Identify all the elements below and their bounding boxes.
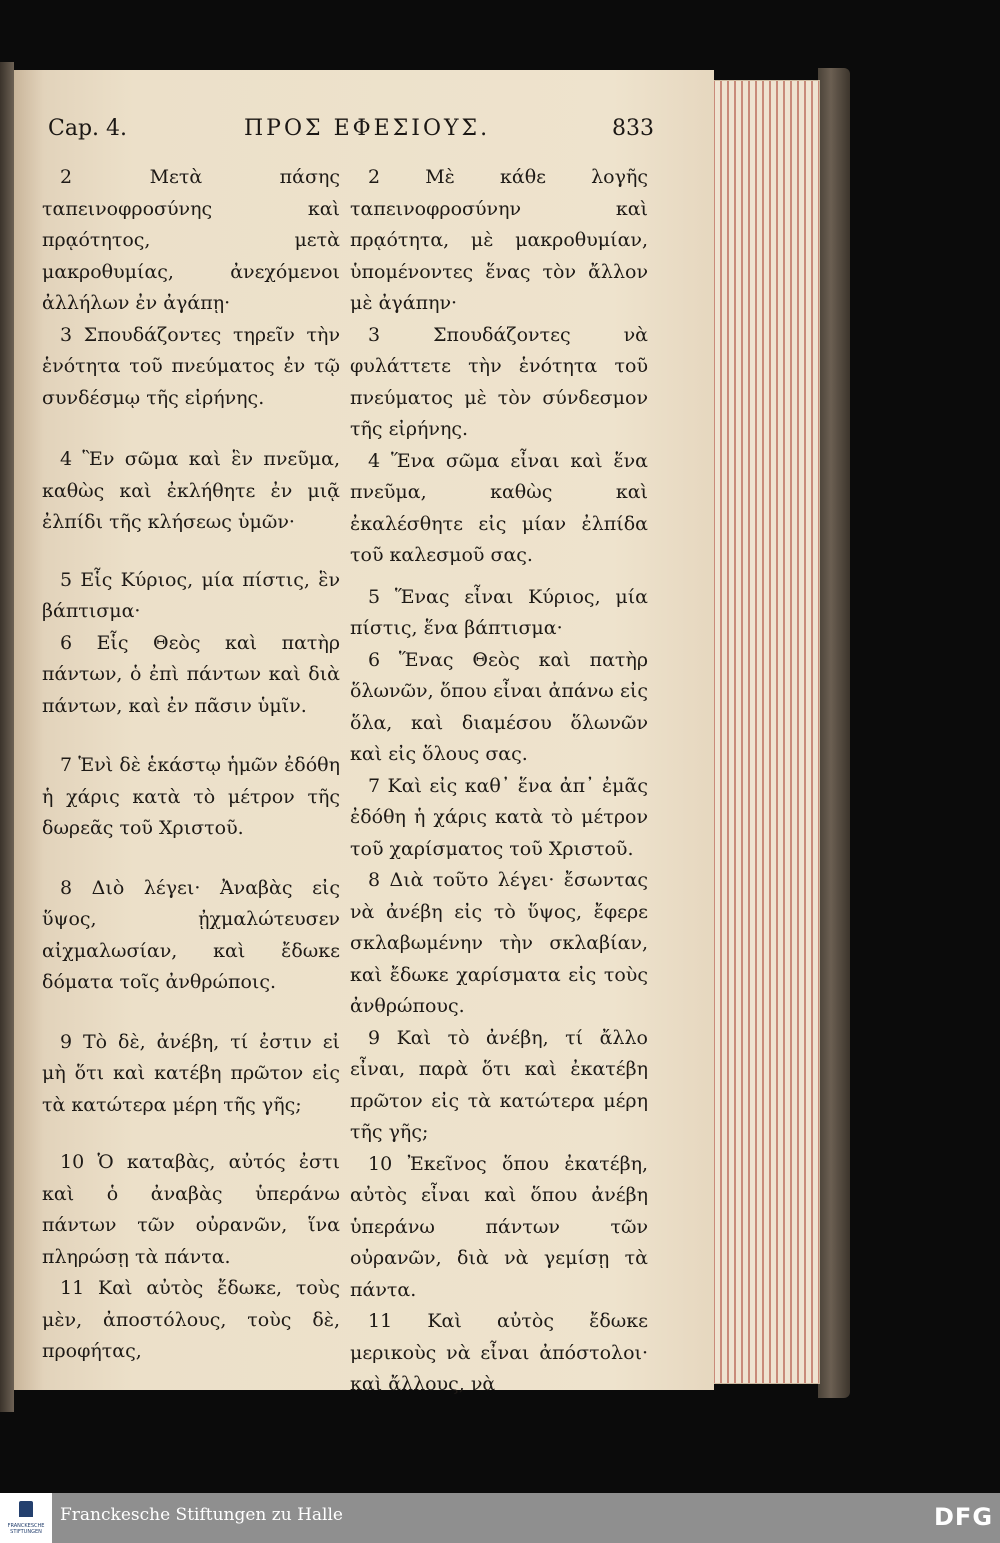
book-spine-edge [0,62,14,1412]
running-head [48,116,654,152]
footer-bar [0,1493,1000,1543]
verse-2-ancient: 2 Μετὰ πάσης ταπεινοφροσύνης καὶ πρᾳότητος, μετὰ μακροθυμίας, ἀνεχόμενοι ἀλλήλων ἐν ἀγάπῃ· [42,166,340,314]
institution-logo[interactable] [0,1493,52,1543]
verse-3-ancient: 3 Σπουδάζοντες τηρεῖν τὴν ἑνότητα τοῦ πνεύματος ἐν τῷ συνδέσμῳ τῆς εἰρήνης. [42,323,340,409]
verse-5-ancient: 5 Εἷς Κύριος, μία πίστις, ἓν βάπτισμα· [42,568,340,622]
verse-2-vernacular: 2 Μὲ κάθε λογῆς ταπεινοφροσύνην καὶ πρᾳότητα, μὲ μακροθυμίαν, ὑπομένοντες ἕνας τὸν ἄλλον μὲ ἀγάπην· [350,166,648,314]
book-cover-edge [818,68,850,1398]
greek-vernacular-column [350,162,648,1401]
verse-6-ancient: 6 Εἷς Θεὸς καὶ πατὴρ πάντων, ὁ ἐπὶ πάντων καὶ διὰ πάντων, καὶ ἐν πᾶσιν ὑμῖν. [42,631,340,717]
verse-9-ancient: 9 Τὸ δὲ, ἀνέβη, τί ἐστιν εἰ μὴ ὅτι καὶ κατέβη πρῶτον εἰς τὰ κατώτερα μέρη τῆς γῆς; [42,1030,340,1116]
verse-10-vernacular: 10 Ἐκεῖνος ὅπου ἐκατέβη, αὐτὸς εἶναι καὶ ὅπου ἀνέβη ὑπεράνω πάντων τῶν οὐρανῶν, διὰ νὰ γεμίσῃ τὰ πάντα. [350,1152,648,1301]
page-number: 833 [612,116,654,141]
institution-name[interactable]: Franckesche Stiftungen zu Halle [60,1505,343,1525]
verse-9-vernacular: 9 Καὶ τὸ ἀνέβη, τί ἄλλο εἶναι, παρὰ ὅτι καὶ ἐκατέβη πρῶτον εἰς τὰ κατώτερα μέρη τῆς γῆς; [350,1026,648,1143]
page-fore-edge [708,80,820,1384]
dfg-logo[interactable]: DFG [934,1503,994,1531]
verse-7-vernacular: 7 Καὶ εἰς καθ᾽ ἕνα ἀπ᾽ ἐμᾶς ἐδόθη ἡ χάρις κατὰ τὸ μέτρον τοῦ χαρίσματος τοῦ Χριστοῦ. [350,774,648,860]
logo-text: FRANCKESCHE STIFTUNGEN [7,1523,45,1535]
verse-10-ancient: 10 Ὁ καταβὰς, αὐτός ἐστι καὶ ὁ ἀναβὰς ὑπεράνω πάντων τῶν οὐρανῶν, ἵνα πληρώσῃ τὰ πάντα. [42,1151,340,1268]
verse-3-vernacular: 3 Σπουδάζοντες νὰ φυλάττετε τὴν ἑνότητα τοῦ πνεύματος μὲ τὸν σύνδεσμον τῆς εἰρήνης. [350,323,648,440]
institution-emblem-icon [19,1501,33,1517]
verse-5-vernacular: 5 Ἕνας εἶναι Κύριος, μία πίστις, ἕνα βάπτισμα· [350,585,648,639]
page-title: ΠΡΟΣ ΕΦΕΣΙΟΥΣ. [244,116,491,141]
verse-6-vernacular: 6 Ἕνας Θεὸς καὶ πατὴρ ὅλωνῶν, ὅπου εἶναι ἀπάνω εἰς ὅλα, καὶ διαμέσου ὅλωνῶν καὶ εἰς ὅλους σας. [350,648,648,765]
verse-7-ancient: 7 Ἑνὶ δὲ ἑκάστῳ ἡμῶν ἐδόθη ἡ χάρις κατὰ τὸ μέτρον τῆς δωρεᾶς τοῦ Χριστοῦ. [42,754,340,839]
verse-4-ancient: 4 Ἓν σῶμα καὶ ἓν πνεῦμα, καθὼς καὶ ἐκλήθητε ἐν μιᾷ ἐλπίδι τῆς κλήσεως ὑμῶν· [42,448,340,533]
verse-4-vernacular: 4 Ἕνα σῶμα εἶναι καὶ ἕνα πνεῦμα, καθὼς καὶ ἐκαλέσθητε εἰς μίαν ἐλπίδα τοῦ καλεσμοῦ σας. [350,449,648,566]
verse-11-ancient: 11 Καὶ αὐτὸς ἔδωκε, τοὺς μὲν, ἀποστόλους, τοὺς δὲ, προφήτας, [42,1277,340,1362]
chapter-label: Cap. 4. [48,116,128,141]
verse-8-vernacular: 8 Διὰ τοῦτο λέγει· ἔσωντας νὰ ἀνέβη εἰς τὸ ὕψος, ἔφερε σκλαβωμένην τὴν σκλαβίαν, καὶ ἔδωκε χαρίσματα εἰς τοὺς ἀνθρώπους. [350,869,648,1017]
verse-8-ancient: 8 Διὸ λέγει· Ἀναβὰς εἰς ὕψος, ᾐχμαλώτευσεν αἰχμαλωσίαν, καὶ ἔδωκε δόματα τοῖς ἀνθρώποις. [42,876,340,993]
verse-11-vernacular: 11 Καὶ αὐτὸς ἔδωκε μερικοὺς νὰ εἶναι ἀπόστολοι· καὶ ἄλλους, νὰ [350,1310,648,1395]
greek-ancient-column [42,162,340,1368]
